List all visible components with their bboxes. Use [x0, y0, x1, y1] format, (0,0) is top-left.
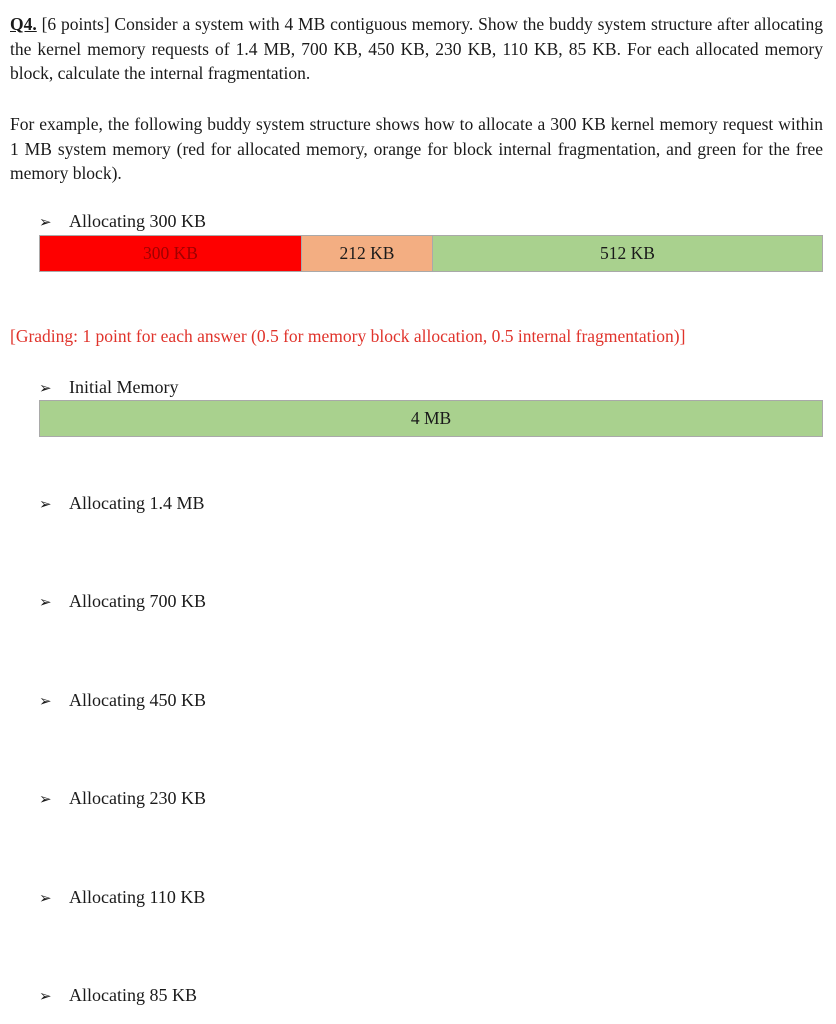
arrow-bullet-icon: ➢ — [39, 379, 52, 397]
arrow-bullet-icon: ➢ — [39, 593, 52, 611]
allocation-step — [39, 590, 206, 613]
initial-memory-bar — [39, 400, 823, 437]
initial-step-label: Initial Memory — [69, 377, 179, 397]
initial-block-free — [39, 400, 823, 437]
example-block-label: 300 KB — [143, 243, 198, 263]
example-step — [39, 210, 206, 233]
initial-block-label: 4 MB — [410, 408, 452, 428]
allocation-step-label: Allocating 110 KB — [69, 887, 206, 907]
grading-note: [Grading: 1 point for each answer (0.5 for memory block allocation, 0.5 internal fragmentation)] — [10, 326, 686, 346]
arrow-bullet-icon: ➢ — [39, 495, 52, 513]
example-block-label: 212 KB — [339, 243, 395, 263]
arrow-bullet-icon: ➢ — [39, 987, 52, 1005]
allocation-step — [39, 492, 205, 515]
allocation-step-label: Allocating 1.4 MB — [69, 493, 205, 513]
allocation-step-label: Allocating 450 KB — [69, 690, 206, 710]
allocation-step-label: Allocating 230 KB — [69, 788, 206, 808]
question-paragraph — [10, 12, 823, 86]
question-number: Q4. — [10, 14, 37, 34]
arrow-bullet-icon: ➢ — [39, 790, 52, 808]
allocation-step-label: Allocating 85 KB — [69, 985, 197, 1005]
allocation-step — [39, 886, 205, 909]
example-block-allocated — [39, 235, 301, 272]
arrow-bullet-icon: ➢ — [39, 213, 52, 231]
example-block-fragmentation — [301, 235, 432, 272]
allocation-step — [39, 689, 206, 712]
allocation-step — [39, 984, 197, 1007]
example-block-free — [432, 235, 823, 272]
example-step-label: Allocating 300 KB — [69, 211, 206, 231]
example-memory-bar — [39, 235, 823, 272]
arrow-bullet-icon: ➢ — [39, 692, 52, 710]
initial-step — [39, 376, 178, 399]
allocation-step — [39, 787, 206, 810]
allocation-step-label: Allocating 700 KB — [69, 591, 206, 611]
question-text: [6 points] Consider a system with 4 MB contiguous memory. Show the buddy system structure after allocating the kernel memory requests of 1.4 MB, 700 KB, 450 KB, 230 KB, 110 KB, 85 KB. For each allocated memory block, calculate the internal fragmentation. — [10, 14, 823, 83]
example-block-label: 512 KB — [600, 243, 655, 263]
example-paragraph: For example, the following buddy system structure shows how to allocate a 300 KB kernel memory request within 1 MB system memory (red for allocated memory, orange for block internal fragmentation, and green for the free memory block). — [10, 114, 823, 183]
arrow-bullet-icon: ➢ — [39, 889, 52, 907]
